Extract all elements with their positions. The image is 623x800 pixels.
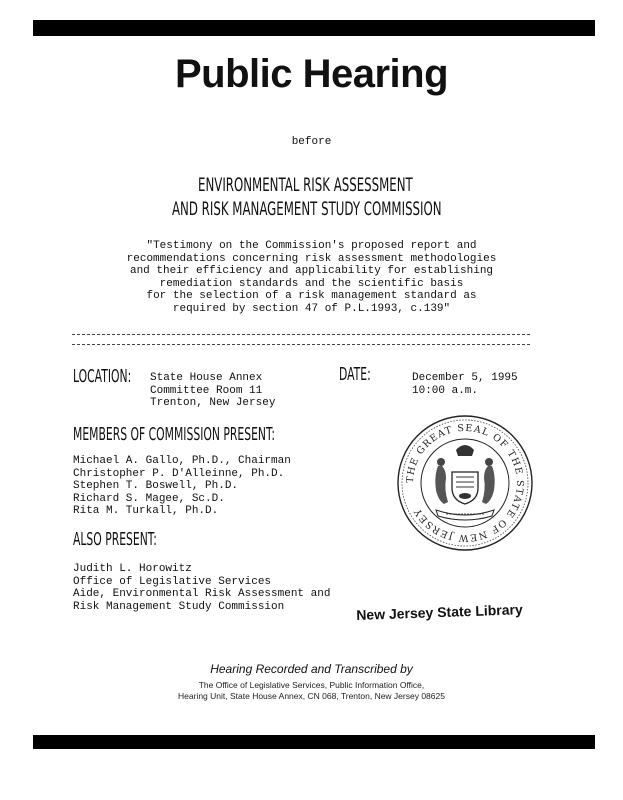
testimony-line: remediation standards and the scientific basis — [159, 277, 464, 290]
location-block — [150, 372, 275, 410]
commission-name — [0, 174, 623, 222]
divider-rule — [72, 344, 530, 345]
members-block — [73, 455, 291, 518]
testimony-line: required by section 47 of P.L.1993, c.139" — [172, 302, 451, 315]
testimony-description — [0, 240, 623, 316]
state-seal-icon — [396, 414, 534, 552]
library-stamp: New Jersey State Library — [356, 601, 523, 623]
member-name: Stephen T. Boswell, Ph.D. — [73, 480, 239, 492]
divider-rule — [72, 334, 530, 335]
bottom-rule-bar — [33, 735, 595, 749]
seal-ring-text: THE GREAT SEAL OF THE STATE OF NEW JERSEY — [404, 422, 526, 544]
state-seal — [396, 414, 534, 557]
location-line: Trenton, New Jersey — [150, 397, 276, 409]
svg-text:THE GREAT SEAL OF THE STATE OF — [405, 423, 525, 543]
location-line: Committee Room 11 — [150, 384, 263, 397]
recorded-by-text: Hearing Recorded and Transcribed by — [210, 662, 413, 676]
also-present-block — [73, 563, 330, 613]
location-label: LOCATION: — [73, 366, 132, 387]
before-text: before — [291, 136, 332, 148]
also-present-line: Aide, Environmental Risk Assessment and — [73, 588, 331, 600]
member-name: Richard S. Magee, Sc.D. — [73, 492, 225, 505]
footer-office-line: The Office of Legislative Services, Public Information Office, — [198, 680, 425, 690]
date-block — [412, 372, 518, 397]
location-line: State House Annex — [150, 372, 263, 384]
time-line: 10:00 a.m. — [412, 384, 479, 397]
also-present-line: Judith L. Horowitz — [73, 563, 192, 575]
members-label: MEMBERS OF COMMISSION PRESENT: — [73, 424, 276, 445]
commission-line-1: ENVIRONMENTAL RISK ASSESSMENT — [198, 174, 413, 196]
member-name: Christopher P. D'Alleinne, Ph.D. — [73, 467, 285, 480]
member-name: Michael A. Gallo, Ph.D., Chairman — [73, 455, 291, 467]
top-rule-bar — [33, 20, 595, 36]
date-line: December 5, 1995 — [412, 372, 518, 384]
date-label: DATE: — [339, 364, 371, 385]
footer-address-line: Hearing Unit, State House Annex, CN 068, Trenton, New Jersey 08625 — [178, 691, 445, 701]
testimony-line: and their efficiency and applicability for establishing — [129, 265, 494, 278]
member-name: Rita M. Turkall, Ph.D. — [73, 505, 219, 517]
also-present-label: ALSO PRESENT: — [73, 529, 157, 550]
commission-line-2: AND RISK MANAGEMENT STUDY COMMISSION — [172, 198, 442, 220]
also-present-line: Office of Legislative Services — [73, 575, 272, 588]
testimony-line: "Testimony on the Commission's proposed report and — [146, 240, 477, 252]
page-title: Public Hearing — [174, 52, 449, 96]
testimony-line: recommendations concerning risk assessment methodologies — [126, 252, 497, 265]
footer-credits — [0, 662, 623, 702]
testimony-line: for the selection of a risk management standard as — [146, 290, 477, 303]
also-present-line: Risk Management Study Commission — [73, 600, 285, 613]
